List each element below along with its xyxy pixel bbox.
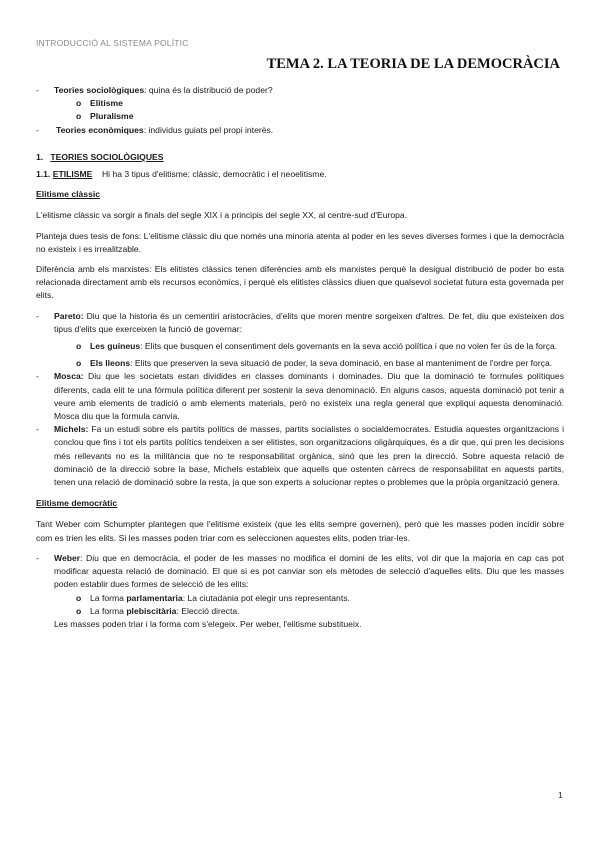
circle-bullet: o [76, 111, 82, 122]
section-title: TEORIES SOCIOLÒGIQUES [50, 151, 164, 162]
author-text: : Diu que en democràcia, el poder de les masses no modifica el domini de les elits, vol dir que la majoria en cap cas pot modificar aquesta relació de dominació. El que si es pot canviar son els mètodes de selecció d'aquelles elits. Diu que les masses poden establir dues formes de selecció de les elits: [54, 552, 564, 590]
subitem-label: parlamentaria [126, 592, 183, 603]
subsection-heading [36, 168, 564, 181]
intro-subitem-pluralism [36, 110, 564, 123]
author-text: Diu que les societats estan dividides en classes dominants i dominades. Diu que la dominació te formules polítiques diferents, cada elit te una fórmula política diferent per sostenir la seva denominació. En alguns casos, aquesta dominació pot tenir a veure amb elements de tradició o amb elements materials, però no existeix una regla general que expliqui aquesta denominació. Mosca diu que la formula canvia. [54, 371, 564, 422]
subitem-prefix: La forma [90, 605, 127, 616]
closing-text: Les masses poden triar i la forma com s'elegeix. Per weber, l'elitisme substitueix. [54, 618, 362, 629]
dash-bullet: - [36, 424, 39, 435]
paragraph: Diferència amb els marxistes: Els elitistes clàssics tenen diferències amb els marxistes perquè la desigual distribució de poder bo esta relacionada directament amb els recursos econòmics, i perquè els elitistes clàssics diuen que qualsevol societat futura esta governada per elits. [36, 264, 564, 301]
intro-item-sociological [36, 84, 564, 97]
intro-item-text: : individus guiats pel propi interès. [143, 124, 274, 135]
section-number: 1. [36, 151, 44, 162]
paragraph: Tant Weber com Schumpter plantegen que l'elitisme existeix (que les elits sempre governen), però que les masses poden incidir sobre com es trien les elits. Si les masses poden triar com es seleccionen aquestes elits, poden triar-les. [36, 519, 564, 543]
subitem-lleons [36, 357, 564, 370]
subitem-text: : Elits que preserven la seva situació de poder, la seva dominació, en base al manteniment de l'ordre per força. [130, 358, 553, 369]
author-label: Pareto: [54, 310, 84, 321]
subitem-label: Els lleons [90, 358, 131, 369]
author-label: Michels: [54, 424, 89, 435]
subitem-prefix: La forma [90, 592, 127, 603]
dash-bullet: - [36, 371, 39, 382]
running-header: INTRODUCCIÓ AL SISTEMA POLÍTIC [36, 38, 189, 48]
subitem-plebiscitary [36, 605, 564, 618]
bullet-pareto [36, 310, 564, 336]
author-text: Diu que la historia és un cementiri aristocràcies, d'elits que moren mentre sorgeixen d'altres. De fet, diu que existeixen dos tipus d'elits que exerceixen la funció de governar: [54, 310, 564, 334]
document-body [36, 84, 564, 631]
bullet-mosca [36, 370, 564, 423]
subsection-number: 1.1. [36, 169, 51, 180]
circle-bullet: o [76, 98, 82, 109]
democratic-elitism-heading: Elitisme democràtic [36, 498, 118, 509]
intro-subitem-elitism [36, 97, 564, 110]
subitem-parliamentary [36, 592, 564, 605]
subitem-text: : Elecció directa. [176, 605, 240, 616]
dash-bullet: - [36, 85, 39, 95]
page-title: TEMA 2. LA TEORIA DE LA DEMOCRÀCIA [266, 56, 560, 72]
section-heading [36, 151, 564, 164]
bullet-michels [36, 423, 564, 489]
paragraph: L'elitisme clàssic va sorgir a finals del segle XIX i a principis del segle XX, al centre-sud d'Europa. [36, 210, 408, 221]
dash-bullet: - [36, 552, 39, 563]
paragraph: Planteja dues tesis de fons: L'elitisme clàssic diu que només una minoria atenta al poder en les seves diverses formes i que la democràcia no existeix i es irrealitzable. [36, 230, 564, 254]
classic-elitism-heading: Elitisme clàssic [36, 189, 101, 200]
dash-bullet: - [36, 124, 39, 135]
subitem-label: Les guineus [90, 341, 141, 352]
subitem-text: : La ciutadania pot elegir uns representants. [182, 592, 350, 603]
intro-subitem-label: Elitisme [90, 98, 123, 109]
author-label: Weber [54, 552, 81, 563]
subitem-label: plebiscitària [126, 605, 177, 616]
subitem-guineus [36, 340, 564, 353]
closing-line [36, 618, 564, 631]
intro-item-economic [36, 124, 564, 137]
intro-item-label: Teories econòmiques [56, 124, 144, 135]
subitem-text: : Elits que busquen el consentiment dels governants en la seva acció política i que no volen fer ús de la força. [140, 341, 558, 352]
circle-bullet: o [76, 592, 82, 603]
author-text: Fa un estudi sobre els partits polítics de masses, partits socialistes o socialdemocrates. Estudia aquestes organitzacions i conclou que fins i tot els partits polítics tendeixen a ser elitistes, son organitzacions oligàrquiques, és a dir que, qui pren les decisions més rellevants no es la militància que no te responsabilitat orgànica, sinó que les pren la direcció. Sobre aquesta relació de dominació de la direcció sobre la base, Michels estableix que aquells que ostenten càrrecs de responsabilitat en aquests partits, tenen una relació de dominació sobre la resta, ja que son experts a solucionar reptes o problemes que la pròpia organització genera. [54, 424, 564, 488]
subsection-text: Hi ha 3 tipus d'elitisme: clàssic, democràtic i el neoelitisme. [101, 169, 327, 180]
bullet-weber [36, 552, 564, 592]
intro-item-text: : quina és la distribució de poder? [144, 85, 273, 95]
circle-bullet: o [76, 358, 82, 369]
author-label: Mosca: [54, 371, 84, 382]
intro-subitem-label: Pluralisme [90, 111, 134, 122]
subsection-title: ETILISME [52, 169, 93, 180]
page-number: 1 [558, 790, 563, 800]
dash-bullet: - [36, 310, 39, 321]
intro-item-label: Teories sociològiques [54, 85, 145, 95]
circle-bullet: o [76, 605, 82, 616]
circle-bullet: o [76, 341, 82, 352]
